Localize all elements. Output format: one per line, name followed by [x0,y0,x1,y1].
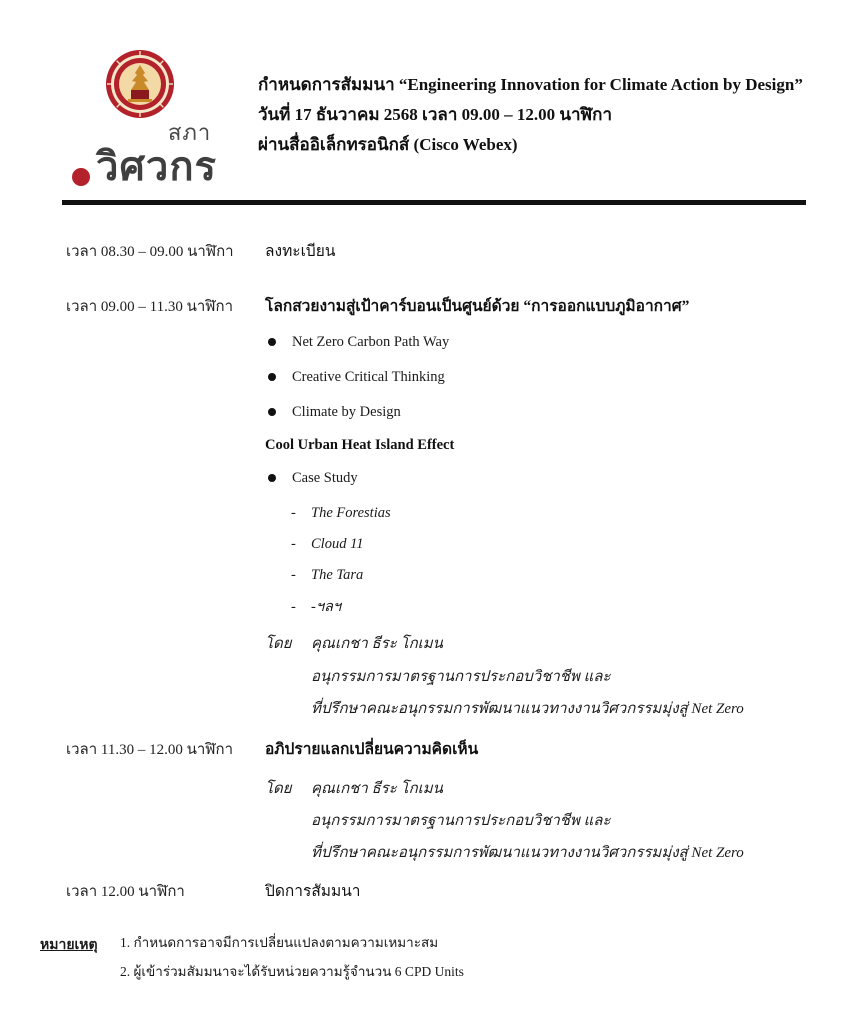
agenda-time-2: เวลา 09.00 – 11.30 นาฬิกา [66,299,234,315]
case-name: Cloud 11 [311,536,364,552]
bullet-text: Climate by Design [292,404,401,420]
bullet-text: Case Study [292,470,358,486]
bullet-text: Net Zero Carbon Path Way [292,334,450,350]
bullet-text: Creative Critical Thinking [292,369,445,385]
speaker-name: คุณเกชา ธีระ โกเมน [311,781,443,797]
event-channel: ผ่านสื่ออิเล็กทรอนิกส์ (Cisco Webex) [258,135,518,154]
logo-red-dot [72,168,90,186]
note-item: 2. ผู้เข้าร่วมสัมมนาจะได้รับหน่วยความรู้จำนวน 6 CPD Units [120,964,464,979]
dash-marker: - [291,599,296,615]
case-name: -ฯลฯ [311,599,341,615]
agenda-time-1: เวลา 08.30 – 09.00 นาฬิกา [66,244,234,260]
speaker-name: คุณเกชา ธีระ โกเมน [311,636,443,652]
agenda-time-4: เวลา 12.00 นาฬิกา [66,884,185,900]
speaker-role: อนุกรรมการมาตรฐานการประกอบวิชาชีพ และ [311,669,611,685]
case-name: The Forestias [311,505,391,521]
dash-marker: - [291,567,296,583]
speaker-role: อนุกรรมการมาตรฐานการประกอบวิชาชีพ และ [311,813,611,829]
logo-text-main: วิศวกร [96,144,218,190]
bullet-icon [268,373,276,381]
bullet-icon [268,474,276,482]
agenda-title-2: โลกสวยงามสู่เป้าคาร์บอนเป็นศูนย์ด้วย “การออกแบบภูมิอากาศ” [265,298,690,315]
bullet-icon [268,408,276,416]
case-name: The Tara [311,567,364,583]
note-item: 1. กำหนดการอาจมีการเปลี่ยนแปลงตามความเหมาะสม [120,935,439,950]
council-seal-icon [104,48,176,120]
event-header [258,74,803,164]
agenda-title-3: อภิปรายแลกเปลี่ยนความคิดเห็น [265,741,479,758]
agenda-title-1: ลงทะเบียน [265,243,336,260]
speaker-role: ที่ปรึกษาคณะอนุกรรมการพัฒนาแนวทางงานวิศวกรรมมุ่งสู่ Net Zero [311,845,744,861]
speaker-role: ที่ปรึกษาคณะอนุกรรมการพัฒนาแนวทางงานวิศวกรรมมุ่งสู่ Net Zero [311,701,744,717]
by-label: โดย [265,781,292,797]
header-divider [62,200,806,205]
bullet-icon [268,338,276,346]
logo-text-top: สภา [168,121,212,146]
dash-marker: - [291,505,296,521]
agenda-title-4: ปิดการสัมมนา [265,883,361,900]
notes-label: หมายเหตุ [40,938,98,953]
event-date: วันที่ 17 ธันวาคม 2568 เวลา 09.00 – 12.00 นาฬิกา [258,105,612,124]
by-label: โดย [265,636,292,652]
agenda-time-3: เวลา 11.30 – 12.00 นาฬิกา [66,742,234,758]
event-title: กำหนดการสัมมนา “Engineering Innovation for Climate Action by Design” [258,75,803,94]
dash-marker: - [291,536,296,552]
agenda-subheading: Cool Urban Heat Island Effect [265,437,455,453]
